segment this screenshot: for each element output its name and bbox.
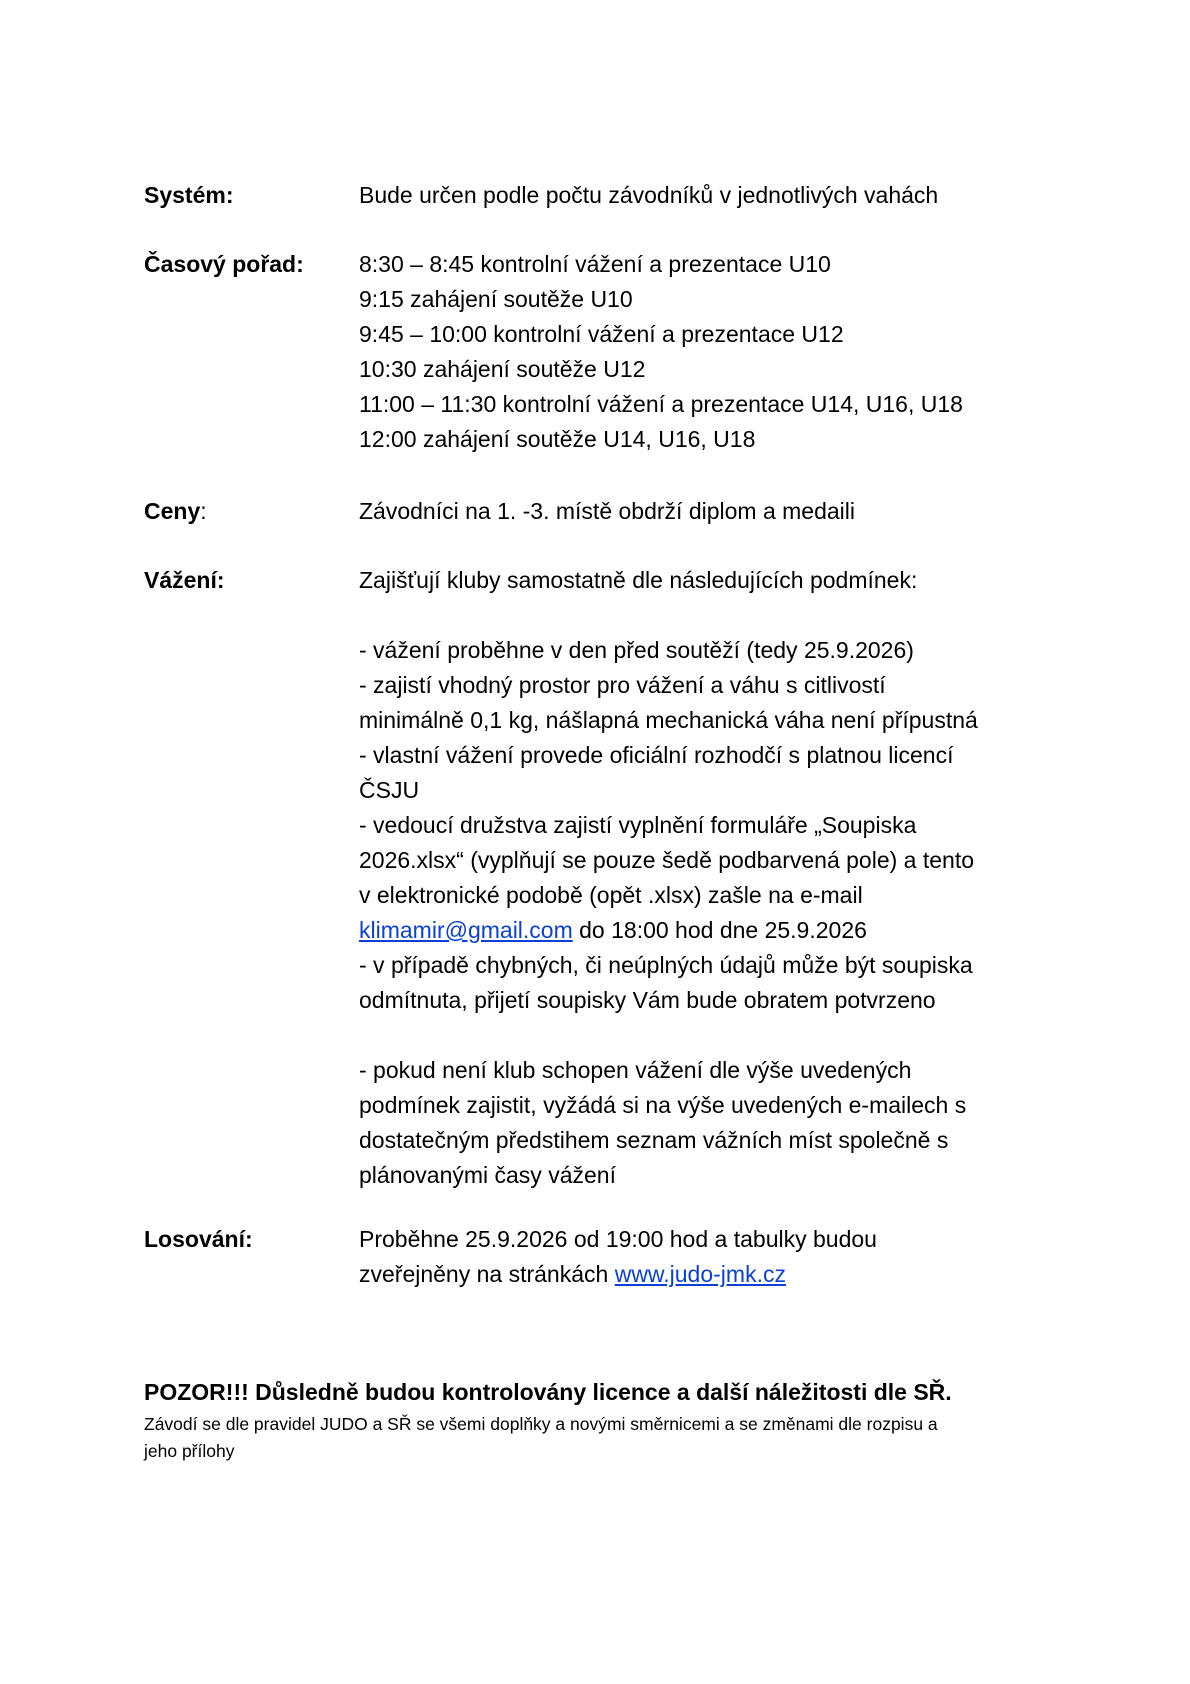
schedule-text xyxy=(359,247,1059,457)
schedule-line: 11:00 – 11:30 kontrolní vážení a prezentace U14, U16, U18 xyxy=(359,391,963,417)
schedule-line: 12:00 zahájení soutěže U14, U16, U18 xyxy=(359,426,756,452)
weighing-line: - vážení proběhne v den před soutěží (tedy 25.9.2026) xyxy=(359,637,914,663)
weighing-line: dostatečným předstihem seznam vážních míst společně s xyxy=(359,1127,949,1153)
website-link[interactable]: www.judo-jmk.cz xyxy=(614,1261,786,1287)
schedule-line: 10:30 zahájení soutěže U12 xyxy=(359,356,646,382)
weighing-line: 2026.xlsx“ (vyplňují se pouze šedě podbarvená pole) a tento xyxy=(359,847,975,873)
system-line: Bude určen podle počtu závodníků v jednotlivých vahách xyxy=(359,182,939,208)
weighing-line: - zajistí vhodný prostor pro vážení a váhu s citlivostí xyxy=(359,672,886,698)
schedule-line: 9:15 zahájení soutěže U10 xyxy=(359,286,633,312)
weighing-line: - vlastní vážení provede oficiální rozhodčí s platnou licencí xyxy=(359,742,954,768)
weighing-alternative xyxy=(359,1053,1059,1193)
weighing-email-line: klimamir@gmail.com do 18:00 hod dne 25.9.2026 xyxy=(359,917,867,943)
rules-text: Závodí se dle pravidel JUDO a SŘ se všemi doplňky a novými směrnicemi a se změnami dle rozpisu a jeho přílohy xyxy=(144,1414,938,1461)
weighing-conditions xyxy=(359,633,1059,1018)
warning-text: POZOR!!! Důsledně budou kontrolovány licence a další náležitosti dle SŘ. xyxy=(144,1379,952,1405)
weighing-line: podmínek zajistit, vyžádá si na výše uvedených e-mailech s xyxy=(359,1092,967,1118)
weighing-line: - pokud není klub schopen vážení dle výše uvedených xyxy=(359,1057,912,1083)
draw-line: zveřejněny na stránkách www.judo-jmk.cz xyxy=(359,1261,786,1287)
draw-text xyxy=(359,1222,1059,1292)
draw-line: Proběhne 25.9.2026 od 19:00 hod a tabulky budou xyxy=(359,1226,877,1252)
weighing-label: Vážení: xyxy=(144,567,225,593)
weighing-line: minimálně 0,1 kg, nášlapná mechanická váha není přípustná xyxy=(359,707,978,733)
email-link[interactable]: klimamir@gmail.com xyxy=(359,917,573,943)
weighing-line: odmítnuta, přijetí soupisky Vám bude obratem potvrzeno xyxy=(359,987,936,1013)
weighing-line: ČSJU xyxy=(359,777,420,803)
schedule-label: Časový pořad: xyxy=(144,251,304,277)
weighing-line: plánovanými časy vážení xyxy=(359,1162,616,1188)
schedule-line: 8:30 – 8:45 kontrolní vážení a prezentace U10 xyxy=(359,251,831,277)
prizes-text xyxy=(359,494,1059,529)
prizes-label: Ceny: xyxy=(144,498,207,524)
weighing-intro: Zajišťují kluby samostatně dle následujících podmínek: xyxy=(359,567,918,593)
system-label: Systém: xyxy=(144,182,234,208)
system-text xyxy=(359,178,1059,213)
prizes-line: Závodníci na 1. -3. místě obdrží diplom a medaili xyxy=(359,498,856,524)
weighing-line: v elektronické podobě (opět .xlsx) zašle na e-mail xyxy=(359,882,863,908)
weighing-line: - v případě chybných, či neúplných údajů může být soupiska xyxy=(359,952,973,978)
weighing-line: - vedoucí družstva zajistí vyplnění formuláře „Soupiska xyxy=(359,812,917,838)
draw-label: Losování: xyxy=(144,1226,253,1252)
schedule-line: 9:45 – 10:00 kontrolní vážení a prezentace U12 xyxy=(359,321,844,347)
